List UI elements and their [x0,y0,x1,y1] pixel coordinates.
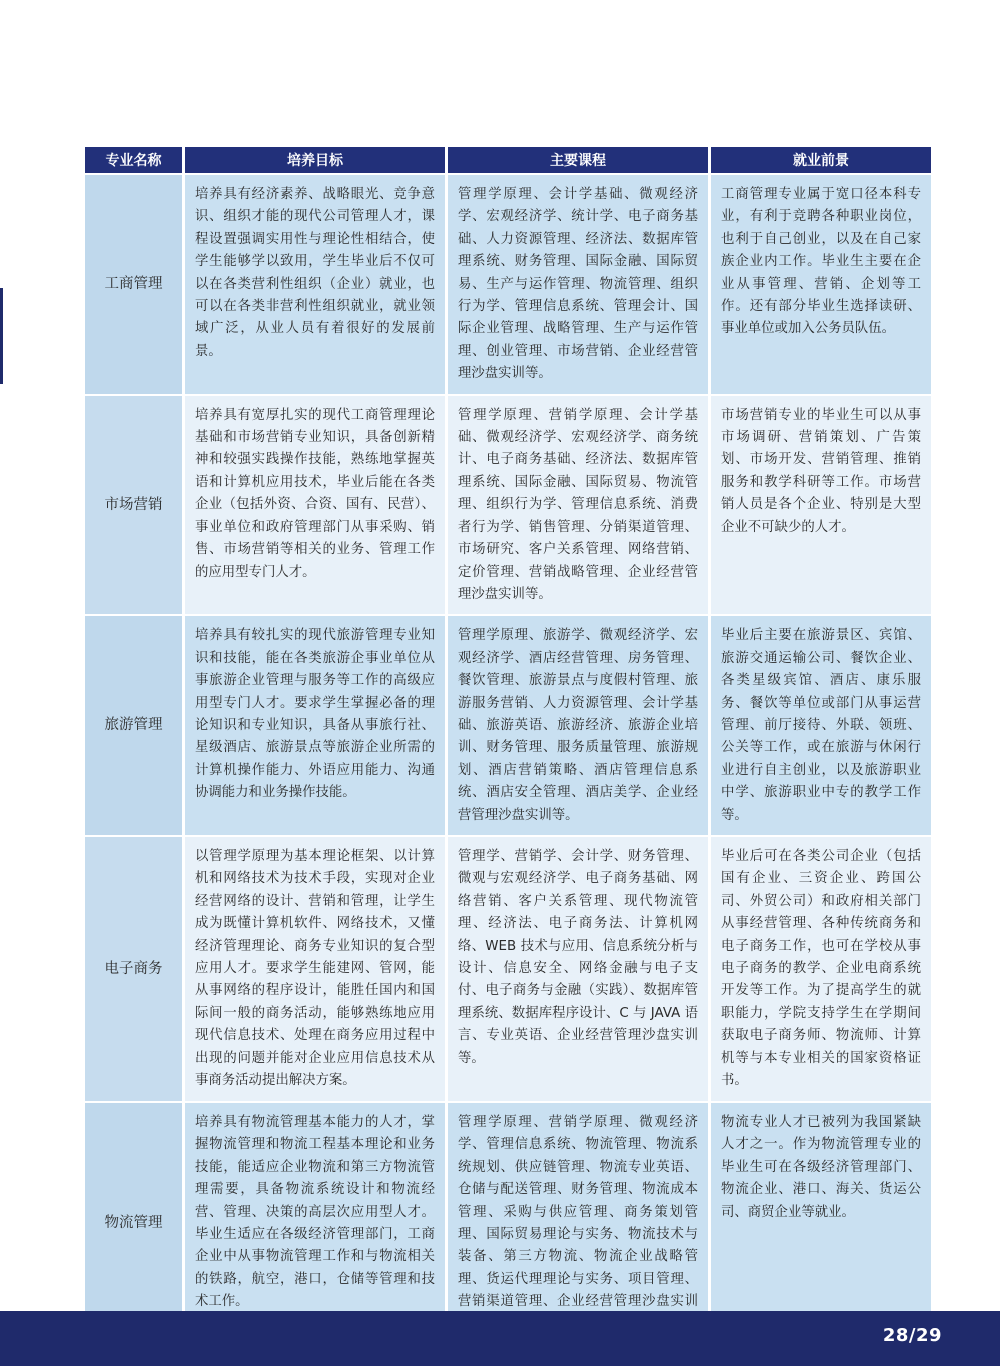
table-row [85,396,931,615]
table-row [85,175,931,394]
career-prospects-cell: 毕业后主要在旅游景区、宾馆、旅游交通运输公司、餐饮企业、各类星级宾馆、酒店、康乐服务、餐饮等单位或部门从事运营管理、前厅接待、外联、领班、公关等工作，或在旅游与休闲行业进行自主创业，以及旅游职业中学、旅游职业中专的教学工作等。 [711,616,931,835]
training-goal-cell: 培养具有较扎实的现代旅游管理专业知识和技能，能在各类旅游企事业单位从事旅游企业管理与服务等工作的高级应用型专门人才。要求学生掌握必备的理论知识和专业知识，具备从事旅行社、星级酒店、旅游景点等旅游企业所需的计算机操作能力、外语应用能力、沟通协调能力和业务操作技能。 [185,616,445,835]
career-prospects-cell: 市场营销专业的毕业生可以从事市场调研、营销策划、广告策划、市场开发、营销管理、推销服务和教学科研等工作。市场营销人员是各个企业、特别是大型企业不可缺少的人才。 [711,396,931,615]
footer-bar [0,1311,1000,1366]
career-prospects-cell: 物流专业人才已被列为我国紧缺人才之一。作为物流管理专业的毕业生可在各级经济管理部门、物流企业、港口、海关、货运公司、商贸企业等就业。 [711,1103,931,1344]
majors-table [82,145,934,1346]
header-career-prospects: 就业前景 [711,147,931,173]
major-name-cell: 旅游管理 [85,616,182,835]
career-prospects-cell: 工商管理专业属于宽口径本科专业，有利于竞聘各种职业岗位，也利于自己创业，以及在自己家族企业内工作。毕业生主要在企业从事管理、营销、企划等工作。还有部分毕业生选择读研、事业单位或加入公务员队伍。 [711,175,931,394]
training-goal-cell: 培养具有宽厚扎实的现代工商管理理论基础和市场营销专业知识，具备创新精神和较强实践操作技能，熟练地掌握英语和计算机应用技术，毕业后能在各类企业（包括外资、合资、国有、民营）、事业单位和政府管理部门从事采购、销售、市场营销等相关的业务、管理工作的应用型专门人才。 [185,396,445,615]
major-name-cell: 物流管理 [85,1103,182,1344]
main-courses-cell: 管理学原理、营销学原理、会计学基础、微观经济学、宏观经济学、商务统计、电子商务基础、经济法、数据库管理系统、国际金融、国际贸易、物流管理、组织行为学、管理信息系统、消费者行为学、销售管理、分销渠道管理、市场研究、客户关系管理、网络营销、定价管理、营销战略管理、企业经营管理沙盘实训等。 [448,396,708,615]
main-courses-cell: 管理学原理、会计学基础、微观经济学、宏观经济学、统计学、电子商务基础、人力资源管理、经济法、数据库管理系统、财务管理、国际金融、国际贸易、生产与运作管理、物流管理、组织行为学、管理信息系统、管理会计、国际企业管理、战略管理、生产与运作管理、创业管理、市场营销、企业经营管理沙盘实训等。 [448,175,708,394]
page-number: 28/29 [882,1325,942,1346]
left-edge-marker [0,288,3,384]
header-training-goal: 培养目标 [185,147,445,173]
career-prospects-cell: 毕业后可在各类公司企业（包括国有企业、三资企业、跨国公司、外贸公司）和政府相关部门从事经营管理、各种传统商务和电子商务工作，也可在学校从事电子商务的教学、企业电商系统开发等工作。为了提高学生的就职能力，学院支持学生在学期间获取电子商务师、物流师、计算机等与本专业相关的国家资格证书。 [711,837,931,1101]
training-goal-cell: 以管理学原理为基本理论框架、以计算机和网络技术为技术手段，实现对企业经营网络的设计、营销和管理，让学生成为既懂计算机软件、网络技术，又懂经济管理理论、商务专业知识的复合型应用人才。要求学生能建网、管网，能从事网络的程序设计，能胜任国内和国际间一般的商务活动，能够熟练地应用现代信息技术、处理在商务应用过程中出现的问题并能对企业应用信息技术从事商务活动提出解决方案。 [185,837,445,1101]
table-row [85,1103,931,1344]
table-header-row [85,147,931,173]
major-name-cell: 电子商务 [85,837,182,1101]
major-name-cell: 工商管理 [85,175,182,394]
table-row [85,616,931,835]
main-courses-cell: 管理学、营销学、会计学、财务管理、微观与宏观经济学、电子商务基础、网络营销、客户关系管理、现代物流管理、经济法、电子商务法、计算机网络、WEB 技术与应用、信息系统分析与设计、信息安全、网络金融与电子支付、电子商务与金融（实践）、数据库管理系统、数据库程序设计、C 与 JAVA 语言、专业英语、企业经营管理沙盘实训等。 [448,837,708,1101]
header-major-name: 专业名称 [85,147,182,173]
header-main-courses: 主要课程 [448,147,708,173]
main-courses-cell: 管理学原理、营销学原理、微观经济学、管理信息系统、物流管理、物流系统规划、供应链管理、物流专业英语、仓储与配送管理、财务管理、物流成本管理、采购与供应管理、商务策划管理、国际贸易理论与实务、物流技术与装备、第三方物流、物流企业战略管理、货运代理理论与实务、项目管理、营销渠道管理、企业经营管理沙盘实训 [448,1103,708,1344]
major-name-cell: 市场营销 [85,396,182,615]
majors-table-container [85,145,931,1346]
main-courses-cell: 管理学原理、旅游学、微观经济学、宏观经济学、酒店经营管理、房务管理、餐饮管理、旅游景点与度假村管理、旅游服务营销、人力资源管理、会计学基础、旅游英语、旅游经济、旅游企业培训、财务管理、服务质量管理、旅游规划、酒店营销策略、酒店管理信息系统、酒店安全管理、酒店美学、企业经营管理沙盘实训等。 [448,616,708,835]
table-row [85,837,931,1101]
training-goal-cell: 培养具有物流管理基本能力的人才，掌握物流管理和物流工程基本理论和业务技能，能适应企业物流和第三方物流管理需要，具备物流系统设计和物流经营、管理、决策的高层次应用型人才。毕业生适应在各级经济管理部门，工商企业中从事物流管理工作和与物流相关的铁路，航空，港口，仓储等管理和技术工作。 [185,1103,445,1344]
training-goal-cell: 培养具有经济素养、战略眼光、竞争意识、组织才能的现代公司管理人才，课程设置强调实用性与理论性相结合，使学生能够学以致用，学生毕业后不仅可以在各类营利性组织（企业）就业，也可以在各类非营利性组织就业，就业领域广泛，从业人员有着很好的发展前景。 [185,175,445,394]
